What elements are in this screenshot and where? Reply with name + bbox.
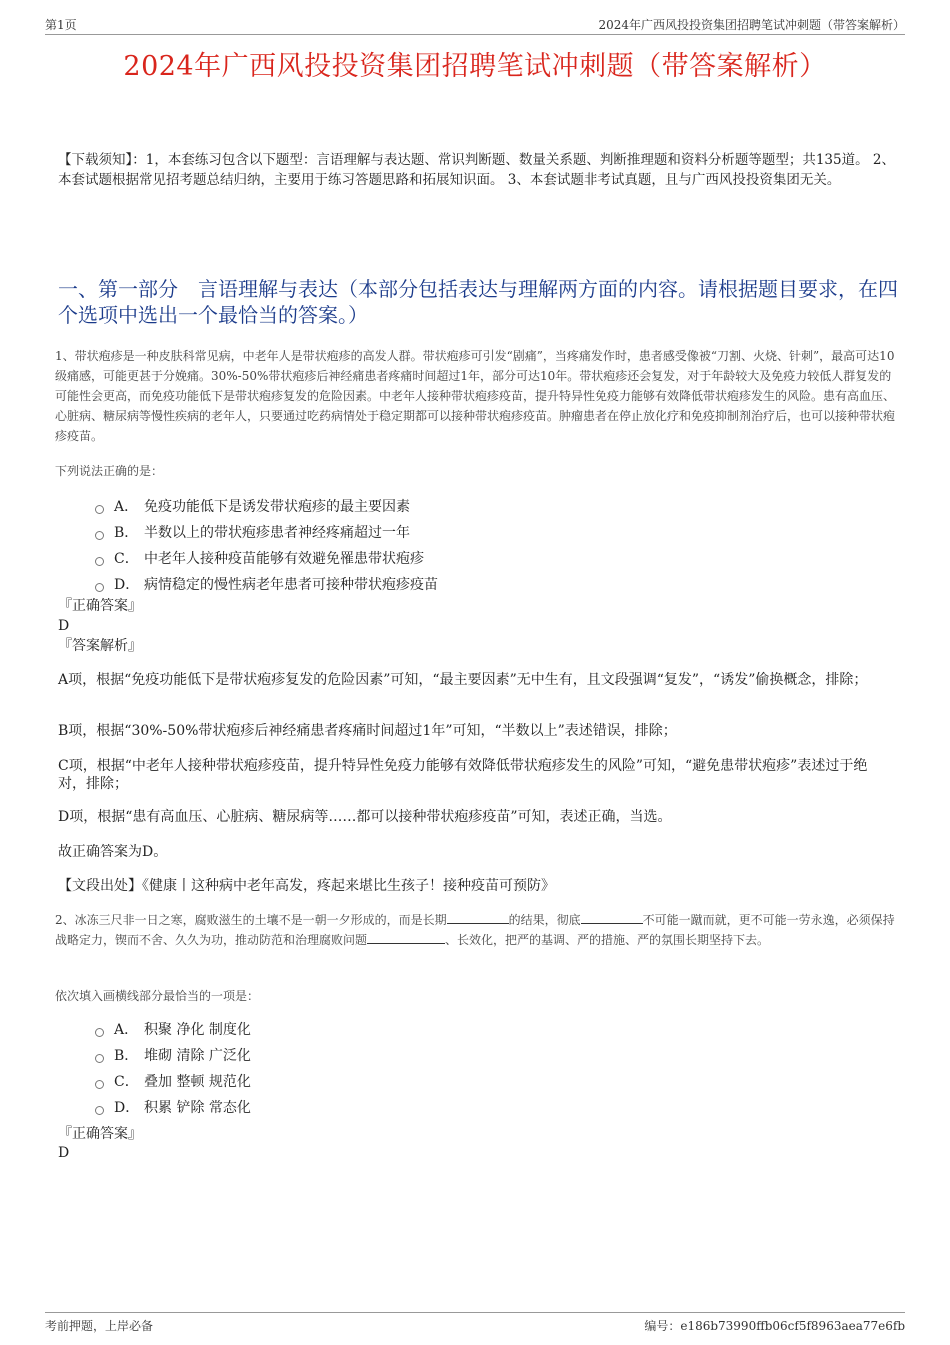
question-1-text: 1、带状疱疹是一种皮肤科常见病，中老年人是带状疱疹的高发人群。带状疱疹可引发“剧痛”，当疼痛发作时，患者感受像被“刀割、火烧、针刺”，最高可达10级痛感，可能更甚于分娩痛。30%-50%带状疱疹后神经痛患者疼痛时间超过1年，部分可达10年。带状疱疹还会复发，对于年龄较大及免疫力较低人群复发的可能性会更高，而免疫功能低下是带状疱疹复发的危险因素。中老年人接种带状疱疹疫苗，提升特异性免疫力能够有效降低带状疱疹发生的风险。患有高血压、心脏病、糖尿病等慢性疾病的老年人，只要通过吃药病情处于稳定期都可以接种带状疱疹疫苗。肿瘤患者在停止放化疗和免疫抑制剂治疗后，也可以接种带状疱疹疫苗。 — [55, 349, 896, 443]
section-heading: 一、第一部分 言语理解与表达（本部分包括表达与理解两方面的内容。请根据题目要求，在四个选项中选出一个最恰当的答案。） — [58, 277, 898, 327]
analysis-d: D项，根据“患有高血压、心脏病、糖尿病等……都可以接种带状疱疹疫苗”可知，表述正确，当选。 — [58, 809, 672, 825]
radio-icon[interactable] — [95, 1106, 104, 1115]
answer-label: 『正确答案』 — [58, 1126, 142, 1142]
page-footer — [45, 1312, 905, 1333]
document-title: 2024年广西风投投资集团招聘笔试冲刺题（带答案解析） — [123, 51, 827, 82]
page-header — [45, 14, 905, 35]
blank-2 — [581, 911, 643, 924]
option-b[interactable]: B． 半数以上的带状疱疹患者神经疼痛超过一年 — [95, 519, 438, 545]
source-note: 【文段出处】《健康丨这种病中老年高发，疼起来堪比生孩子！接种疫苗可预防》 — [58, 878, 555, 894]
question-2-prompt: 依次填入画横线部分最恰当的一项是： — [55, 989, 260, 1003]
radio-icon[interactable] — [95, 557, 104, 566]
analysis-b: B项，根据“30%-50%带状疱疹后神经痛患者疼痛时间超过1年”可知，“半数以上”表述错误，排除； — [58, 723, 677, 739]
analysis-label: 『答案解析』 — [58, 638, 142, 654]
radio-icon[interactable] — [95, 531, 104, 540]
blank-1 — [447, 911, 509, 924]
radio-icon[interactable] — [95, 1054, 104, 1063]
blank-3 — [367, 931, 445, 944]
header-doc-title: 2024年广西风投投资集团招聘笔试冲刺题（带答案解析） — [598, 18, 905, 32]
question-2-options — [95, 1016, 251, 1120]
option-c[interactable]: C． 叠加 整顿 规范化 — [95, 1068, 251, 1094]
radio-icon[interactable] — [95, 1080, 104, 1089]
page-number: 第1页 — [45, 18, 77, 32]
radio-icon[interactable] — [95, 1028, 104, 1037]
option-b[interactable]: B． 堆砌 清除 广泛化 — [95, 1042, 251, 1068]
analysis-conclusion: 故正确答案为D。 — [58, 844, 168, 860]
radio-icon[interactable] — [95, 505, 104, 514]
option-a[interactable]: A． 积聚 净化 制度化 — [95, 1016, 251, 1042]
option-d[interactable]: D． 积累 铲除 常态化 — [95, 1094, 251, 1120]
footer-slogan: 考前押题，上岸必备 — [45, 1319, 154, 1333]
document-id: 编号：e186b73990ffb06cf5f8963aea77e6fb — [644, 1319, 905, 1333]
analysis-c: C项，根据“中老年人接种带状疱疹疫苗，提升特异性免疫力能够有效降低带状疱疹发生的风险”可知，“避免患带状疱疹”表述过于绝对，排除； — [58, 758, 868, 792]
download-notice: 【下载须知】：1，本套练习包含以下题型：言语理解与表达题、常识判断题、数量关系题、判断推理题和资料分析题等题型；共135道。 2、本套试题根据常见招考题总结归纳，主要用于练习答题思路和拓展知识面。 3、本套试题非考试真题，且与广西风投投资集团无关。 — [58, 152, 895, 188]
question-1-prompt: 下列说法正确的是： — [55, 464, 164, 478]
question-2-text: 2、冰冻三尺非一日之寒，腐败滋生的土壤不是一朝一夕形成的，而是长期 的结果，彻底 不可能一蹴而就，更不可能一劳永逸，必须保持战略定力，锲而不舍、久久为功，推动防范和治理腐败问题 、长效化，把严的基调、严的措施、严的氛围长期坚持下去。 — [55, 913, 895, 947]
answer-value: D — [58, 618, 70, 634]
answer-label: 『正确答案』 — [58, 598, 142, 614]
radio-icon[interactable] — [95, 583, 104, 592]
answer-value: D — [58, 1145, 70, 1161]
analysis-a: A项，根据“免疫功能低下是带状疱疹复发的危险因素”可知，“最主要因素”无中生有，且文段强调“复发”，“诱发”偷换概念，排除； — [58, 672, 868, 688]
option-a[interactable]: A． 免疫功能低下是诱发带状疱疹的最主要因素 — [95, 493, 438, 519]
question-1-options — [95, 493, 438, 597]
option-c[interactable]: C． 中老年人接种疫苗能够有效避免罹患带状疱疹 — [95, 545, 438, 571]
option-d[interactable]: D． 病情稳定的慢性病老年患者可接种带状疱疹疫苗 — [95, 571, 438, 597]
